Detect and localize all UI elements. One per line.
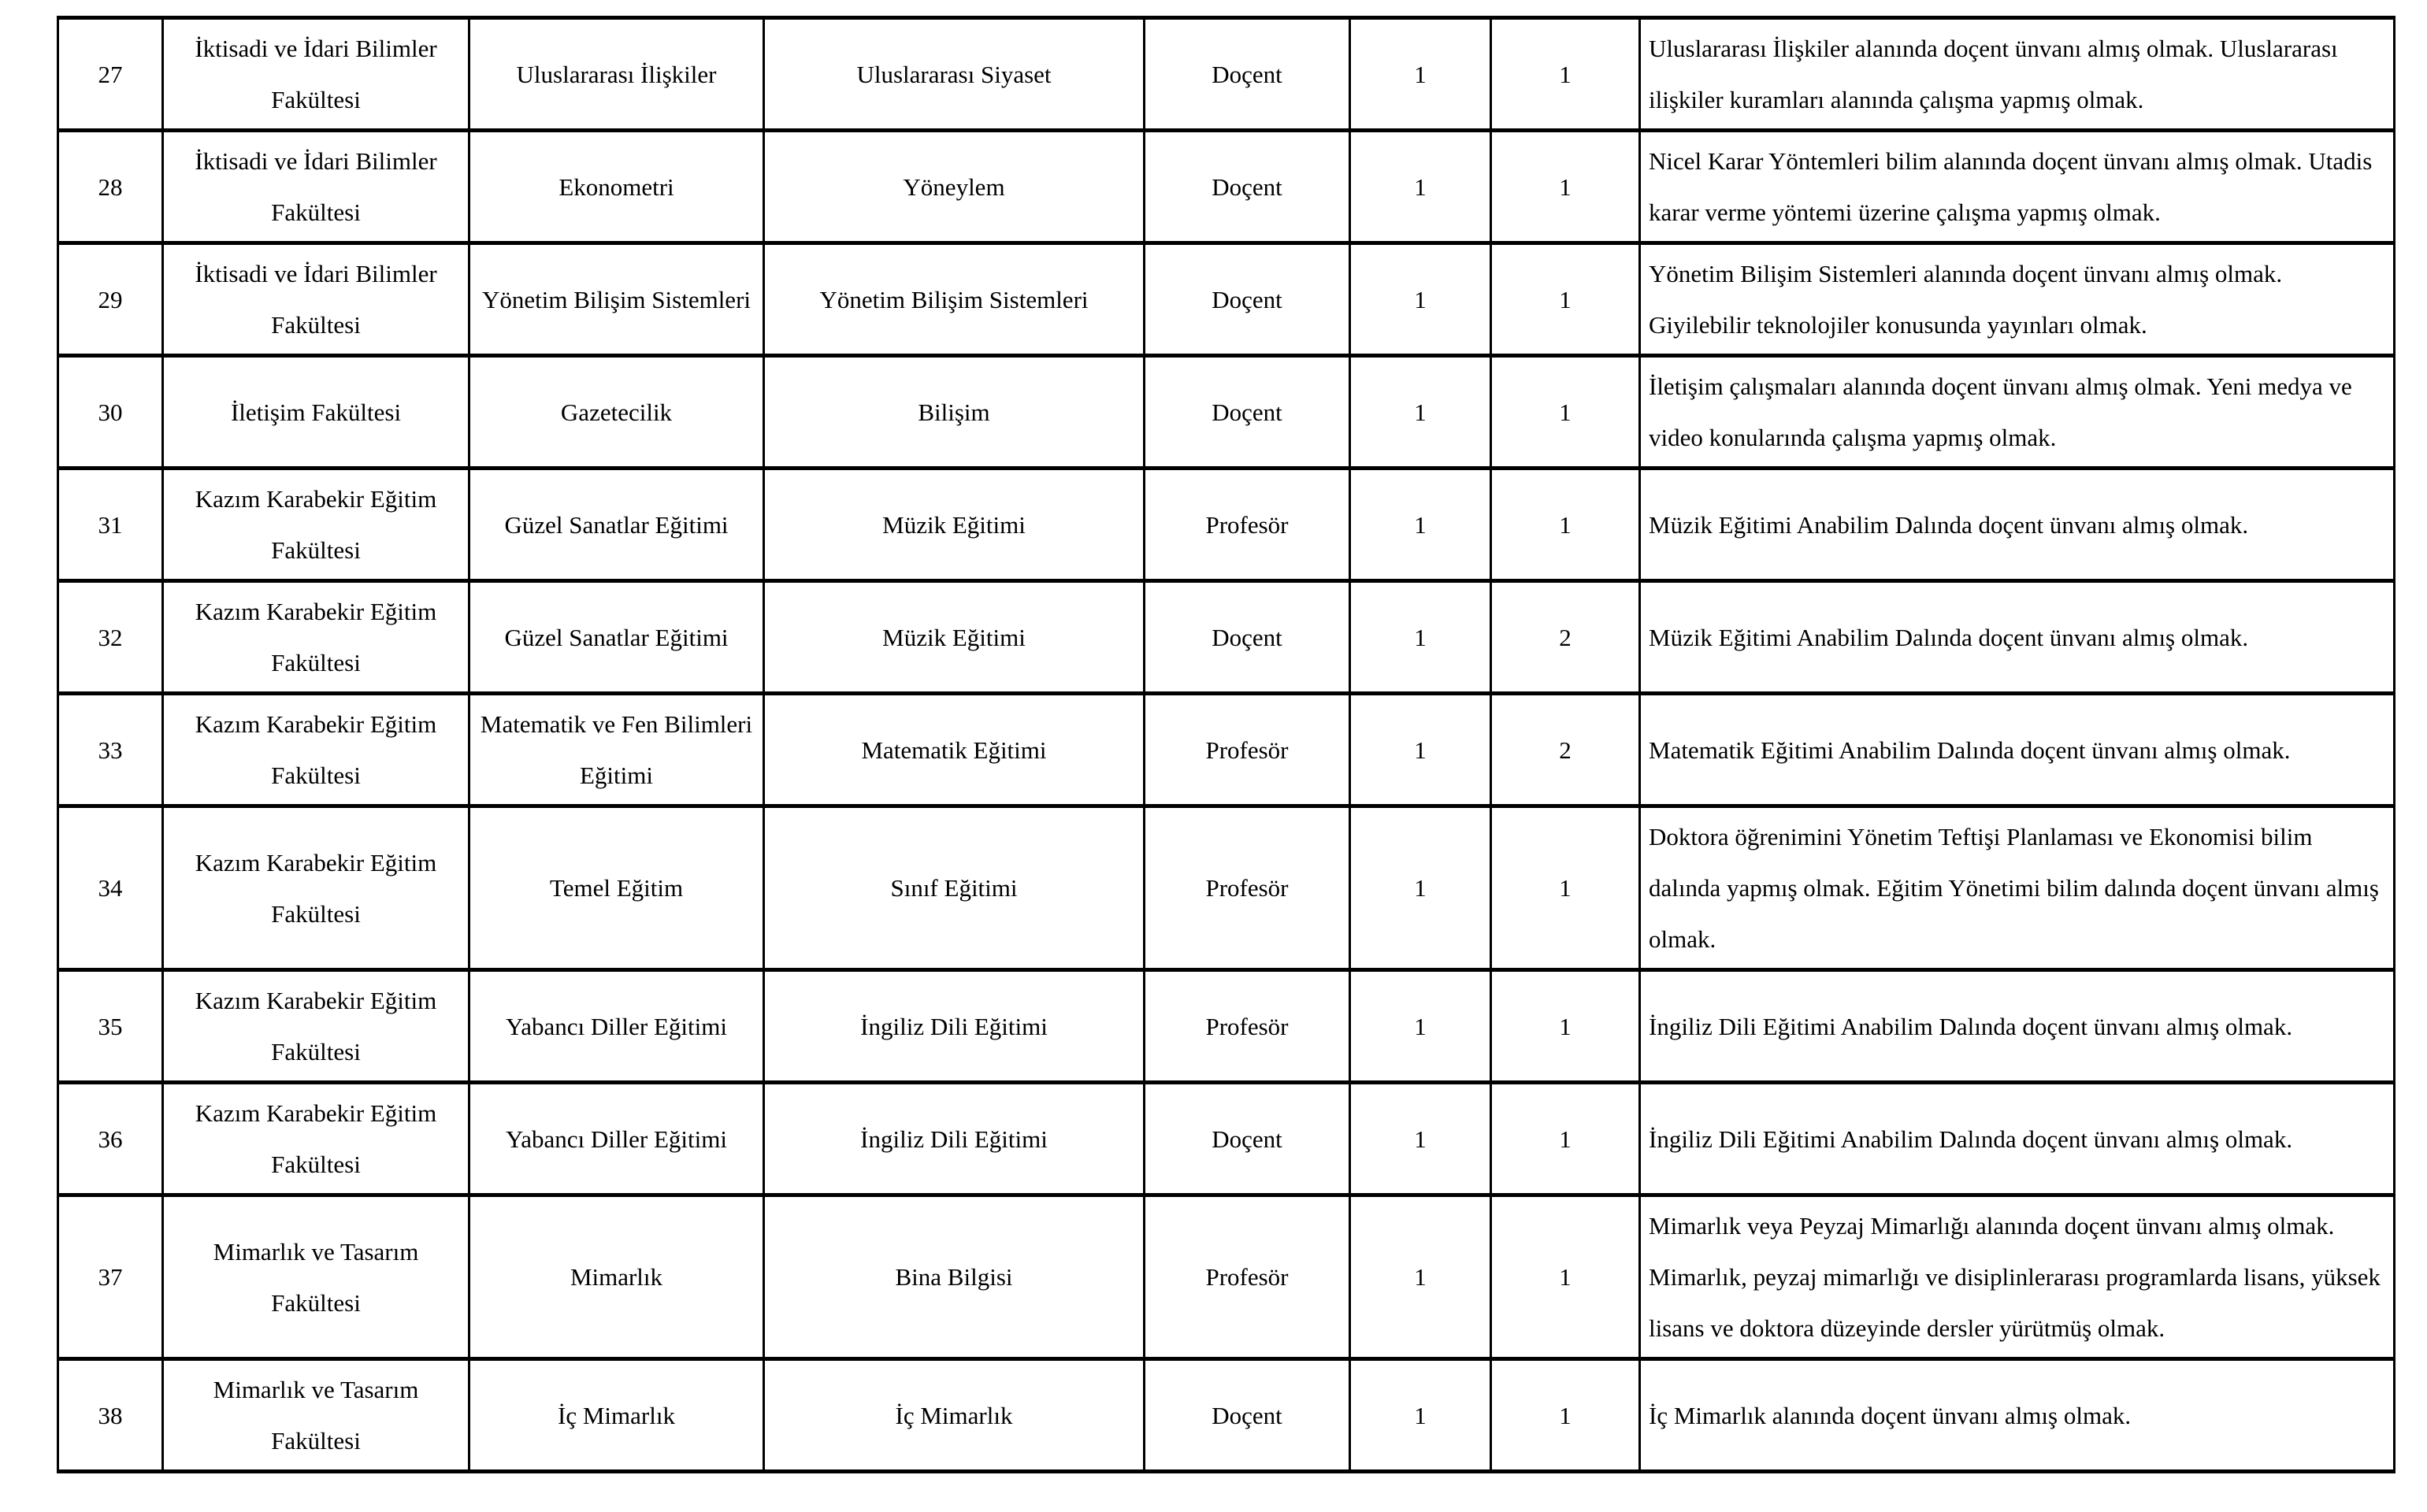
cell-title: Profesör [1145,1195,1350,1359]
cell-row-number: 33 [58,694,163,806]
cell-title: Profesör [1145,469,1350,581]
cell-field: Bina Bilgisi [764,1195,1145,1359]
cell-grade: 1 [1350,1359,1491,1472]
cell-faculty: İktisadi ve İdari Bilimler Fakültesi [163,18,469,131]
cell-description: Nicel Karar Yöntemleri bilim alanında doçent ünvanı almış olmak. Utadis karar verme yöntemi üzerine çalışma yapmış olmak. [1640,131,2395,243]
cell-department: Ekonometri [469,131,764,243]
cell-row-number: 38 [58,1359,163,1472]
cell-description: Müzik Eğitimi Anabilim Dalında doçent ünvanı almış olmak. [1640,581,2395,694]
cell-faculty: İktisadi ve İdari Bilimler Fakültesi [163,131,469,243]
cell-field: Yöneylem [764,131,1145,243]
cell-count: 1 [1491,356,1640,469]
cell-title: Doçent [1145,356,1350,469]
cell-field: Sınıf Eğitimi [764,806,1145,970]
cell-grade: 1 [1350,581,1491,694]
table-row [58,131,2395,243]
cell-description: İletişim çalışmaları alanında doçent ünvanı almış olmak. Yeni medya ve video konularında çalışma yapmış olmak. [1640,356,2395,469]
cell-title: Doçent [1145,131,1350,243]
cell-description: Doktora öğrenimini Yönetim Teftişi Planlaması ve Ekonomisi bilim dalında yapmış olmak. Eğitim Yönetimi bilim dalında doçent ünvanı almış olmak. [1640,806,2395,970]
cell-faculty: Kazım Karabekir Eğitim Fakültesi [163,581,469,694]
table-row [58,806,2395,970]
cell-department: Uluslararası İlişkiler [469,18,764,131]
cell-row-number: 30 [58,356,163,469]
cell-count: 1 [1491,1083,1640,1195]
cell-department: Yabancı Diller Eğitimi [469,1083,764,1195]
cell-row-number: 34 [58,806,163,970]
cell-title: Doçent [1145,1359,1350,1472]
cell-faculty: Kazım Karabekir Eğitim Fakültesi [163,469,469,581]
cell-department: İç Mimarlık [469,1359,764,1472]
cell-description: Müzik Eğitimi Anabilim Dalında doçent ünvanı almış olmak. [1640,469,2395,581]
cell-title: Doçent [1145,18,1350,131]
table-row [58,581,2395,694]
positions-table [57,16,2395,1473]
cell-grade: 1 [1350,1195,1491,1359]
cell-field: Matematik Eğitimi [764,694,1145,806]
cell-grade: 1 [1350,243,1491,356]
cell-grade: 1 [1350,356,1491,469]
cell-title: Profesör [1145,694,1350,806]
cell-field: Müzik Eğitimi [764,469,1145,581]
cell-description: Uluslararası İlişkiler alanında doçent ünvanı almış olmak. Uluslararası ilişkiler kuramları alanında çalışma yapmış olmak. [1640,18,2395,131]
cell-faculty: Kazım Karabekir Eğitim Fakültesi [163,1083,469,1195]
cell-description: Yönetim Bilişim Sistemleri alanında doçent ünvanı almış olmak. Giyilebilir teknolojiler konusunda yayınları olmak. [1640,243,2395,356]
cell-field: İç Mimarlık [764,1359,1145,1472]
cell-field: İngiliz Dili Eğitimi [764,1083,1145,1195]
cell-count: 2 [1491,694,1640,806]
cell-faculty: Mimarlık ve Tasarım Fakültesi [163,1195,469,1359]
cell-grade: 1 [1350,18,1491,131]
cell-title: Doçent [1145,1083,1350,1195]
cell-grade: 1 [1350,131,1491,243]
cell-department: Mimarlık [469,1195,764,1359]
cell-department: Yabancı Diller Eğitimi [469,970,764,1083]
table-row [58,243,2395,356]
table-row [58,18,2395,131]
cell-field: İngiliz Dili Eğitimi [764,970,1145,1083]
table-row [58,1083,2395,1195]
cell-grade: 1 [1350,970,1491,1083]
table-row [58,1359,2395,1472]
cell-title: Profesör [1145,970,1350,1083]
cell-department: Yönetim Bilişim Sistemleri [469,243,764,356]
cell-faculty: İletişim Fakültesi [163,356,469,469]
cell-row-number: 27 [58,18,163,131]
cell-title: Doçent [1145,581,1350,694]
cell-faculty: İktisadi ve İdari Bilimler Fakültesi [163,243,469,356]
cell-title: Profesör [1145,806,1350,970]
cell-row-number: 35 [58,970,163,1083]
cell-grade: 1 [1350,469,1491,581]
cell-title: Doçent [1145,243,1350,356]
cell-grade: 1 [1350,1083,1491,1195]
cell-count: 2 [1491,581,1640,694]
cell-row-number: 32 [58,581,163,694]
cell-field: Bilişim [764,356,1145,469]
cell-count: 1 [1491,806,1640,970]
cell-count: 1 [1491,469,1640,581]
cell-department: Temel Eğitim [469,806,764,970]
cell-field: Müzik Eğitimi [764,581,1145,694]
positions-table-body [58,18,2395,1472]
cell-count: 1 [1491,131,1640,243]
table-row [58,694,2395,806]
cell-department: Gazetecilik [469,356,764,469]
cell-row-number: 29 [58,243,163,356]
cell-row-number: 31 [58,469,163,581]
cell-description: Matematik Eğitimi Anabilim Dalında doçent ünvanı almış olmak. [1640,694,2395,806]
cell-count: 1 [1491,18,1640,131]
cell-faculty: Mimarlık ve Tasarım Fakültesi [163,1359,469,1472]
cell-row-number: 28 [58,131,163,243]
cell-faculty: Kazım Karabekir Eğitim Fakültesi [163,970,469,1083]
table-row [58,970,2395,1083]
cell-count: 1 [1491,1359,1640,1472]
cell-grade: 1 [1350,694,1491,806]
cell-count: 1 [1491,1195,1640,1359]
cell-department: Güzel Sanatlar Eğitimi [469,469,764,581]
table-row [58,469,2395,581]
cell-description: İngiliz Dili Eğitimi Anabilim Dalında doçent ünvanı almış olmak. [1640,1083,2395,1195]
cell-field: Uluslararası Siyaset [764,18,1145,131]
cell-field: Yönetim Bilişim Sistemleri [764,243,1145,356]
cell-count: 1 [1491,970,1640,1083]
cell-description: Mimarlık veya Peyzaj Mimarlığı alanında doçent ünvanı almış olmak. Mimarlık, peyzaj mimarlığı ve disiplinlerarası programlarda lisans, yüksek lisans ve doktora düzeyinde dersler yürütmüş olmak. [1640,1195,2395,1359]
table-row [58,356,2395,469]
cell-description: İç Mimarlık alanında doçent ünvanı almış olmak. [1640,1359,2395,1472]
table-row [58,1195,2395,1359]
cell-faculty: Kazım Karabekir Eğitim Fakültesi [163,694,469,806]
cell-count: 1 [1491,243,1640,356]
cell-department: Güzel Sanatlar Eğitimi [469,581,764,694]
cell-row-number: 36 [58,1083,163,1195]
cell-grade: 1 [1350,806,1491,970]
cell-description: İngiliz Dili Eğitimi Anabilim Dalında doçent ünvanı almış olmak. [1640,970,2395,1083]
cell-faculty: Kazım Karabekir Eğitim Fakültesi [163,806,469,970]
cell-department: Matematik ve Fen Bilimleri Eğitimi [469,694,764,806]
cell-row-number: 37 [58,1195,163,1359]
